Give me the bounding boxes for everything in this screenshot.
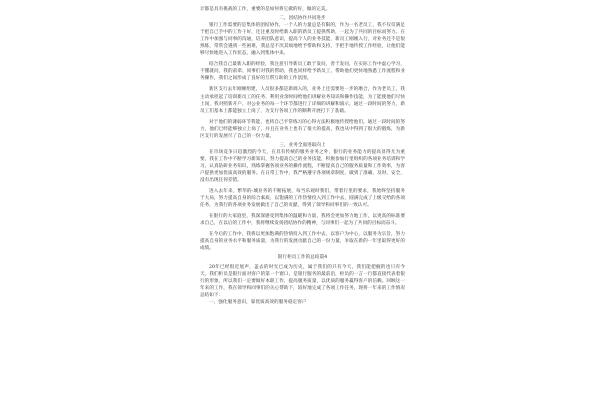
paragraph-intro-continued: 计都是具有挑战的工作，重要的是如何将它做的好，做的完美。 <box>200 7 331 12</box>
article-title-summary-4: 银行柜员工作的总结篇4 <box>277 255 328 261</box>
document-body <box>200 6 405 306</box>
paragraph-business-4: 在今后的工作中，我将以更加饱满的热情投入到工作中去，以客户为中心，以服务为宗旨，努力提高自身的业务水平和服务质量，为我行的发展贡献自己的一份力量，争取在新的一年里取得更好的成绩。 <box>200 232 405 252</box>
paragraph-teamwork-4: 对于他们的薄弱环节我能，也将自己平常练习的心得方法积极地传授给他们。通过一段时间的努力，他们已经能够独立上岗了，并且在业务上也有了很大的提高，我也从中得到了很大的锻炼，为新区支行的发展尽了自己的一份力量。 <box>200 119 405 139</box>
paragraph-summary-intro: 20年已经很近尾声，盖去的时光已成为历史，属于我们的只有今天，我们能把握的也只有今天。我们柜员是银行面对客户的第一个窗口，是银行服务的最前沿，柜员的一言一行都直接代表着银行的形象，所以我们一定要做好本职工作，提高服务质量，以优质的服务赢得客户的信赖。回顾这一年来的工作，我在领导和同事们的关心帮助下，较好地完成了各项工作任务，现将一年来的工作情况总结如下： <box>200 264 405 298</box>
section-heading-teamwork: 二，团结协作共同进步 <box>279 16 326 22</box>
paragraph-business-2: 进入去年来，繁华的-城业务的不断拓展，每当乐观时我们，带着行里的要求，我始终坚持服务于大局，努力提高自身的综合素质，以饱满的工作热情投入到工作中去，圆满完成了上级交给的各项任务，为我行的各项业务发展做出了自己的贡献，得到了领导和同事们的一致认可。 <box>200 189 405 209</box>
paragraph-teamwork-1: 银行工作需要的是集体的团结协作，一个人的力量总是有限的，作为一名老员工，我不仅仅满足于把自己手中的工作干好，还注重及时给新入职的新员工提供帮助，一起为了共同的目标而努力。在工作中加强与同事的沟通，培养团队意识，提高个人的业务技能，新员工刚刚入行，对业务还不是很熟练，常常会遇到一些困难，我总是不厌其烦地给予帮助和支持，手把手地传授工作经验，让他们能够尽快地进入工作状态，融入到集体中来。 <box>200 23 405 57</box>
paragraph-teamwork-2: 结合我自己最新入职的经验，我注意引导新员工敢于发问，善于发问，在实际工作中虚心学习，不懂就问，我的前辈、同事们对我的帮助，我也同样给予新员工，帮助他们更快地熟悉工作流程和业务操作，我们之间形成了良好的互帮互助的工作氛围。 <box>200 62 405 82</box>
paragraph-summary-point-1: 一、强化服务意识，靠优质高效的服务稳定客户 <box>209 299 307 305</box>
paragraph-business-3: 在银行的大家庭里，我深深感受到集体的温暖和力量，我将会更加努力地工作，以更高的标准要求自己，在以后的工作中，我将继续发扬团结协作的精神，与同事们一起为了共同的目标而奋斗。 <box>200 214 405 227</box>
paragraph-business-1: 在市场竞争日趋激烈的今天，在具有传统的服务业务之外，银行的业务能力的提高显得尤为重要。我在工作中不断学习新知识，努力提高自己的业务技能，积极参加行里组织的各项业务培训和学习，认真钻研业务知识，熟练掌握各项业务的操作流程，不断提高自己的服务质量和工作效率，为客户提供更加优质高效的服务。在日常工作中，我严格遵守各项规章制度，做到了准确、及时、安全，没有出现任何差错。 <box>200 149 405 184</box>
section-heading-business: 三，业务全面进取向上 <box>279 142 326 148</box>
paragraph-teamwork-3: 新区支行去年刚刚组建，人员很多都是新调入的，业务上还需要进一步的磨合，作为老员工，我主动承担起了培训新员工的任务，利用业余时间给他们讲解业务知识和操作技能，为了能使他们尽快上岗，我对照新开户、对公业务的每一个环节都进行了详细的讲解和演示，通过一段时间的努力，新员工们基本上都能独立上岗了，为支行各项工作的顺利开展打下了基础。 <box>200 87 405 114</box>
